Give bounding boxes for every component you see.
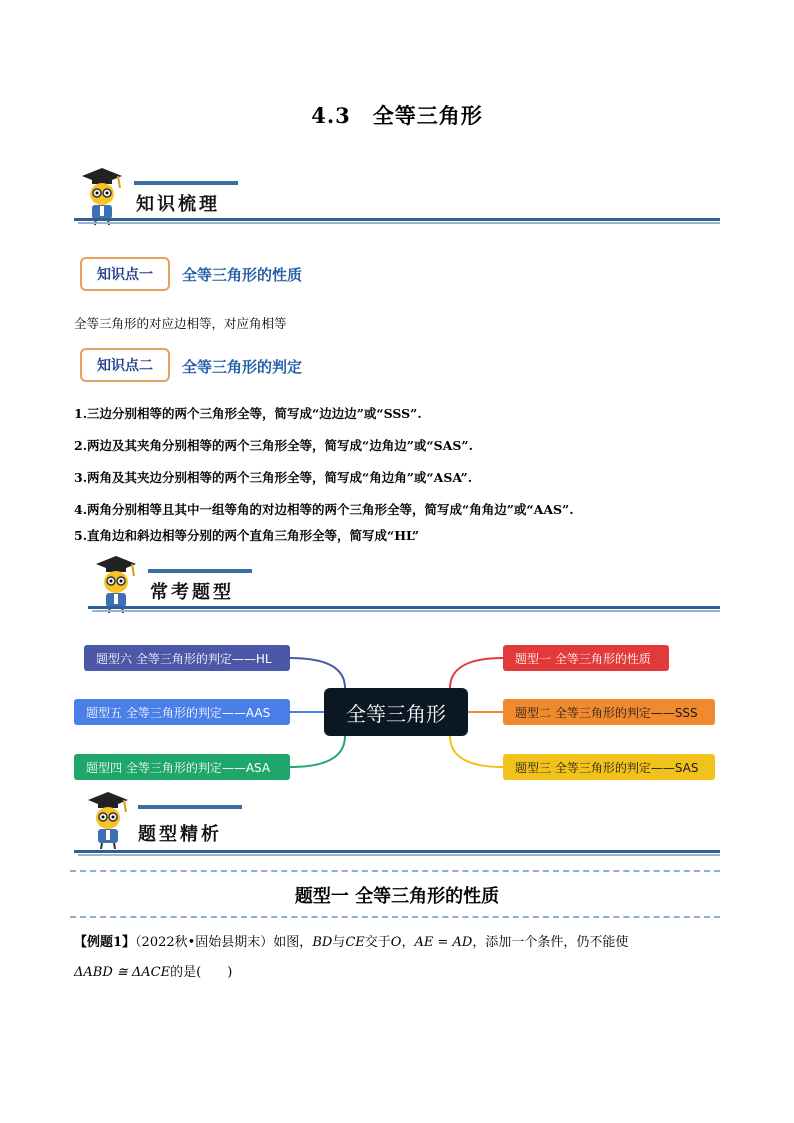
knowledge-point-label-1: 知识点一 bbox=[80, 257, 170, 291]
section-heading: 知识梳理 bbox=[136, 194, 220, 215]
section-heading: 常考题型 bbox=[150, 582, 234, 603]
section-banner-analysis bbox=[74, 792, 720, 862]
knowledge-point-label-2: 知识点二 bbox=[80, 348, 170, 382]
section-banner-common bbox=[74, 556, 720, 626]
example-tag: 【例题1】 bbox=[74, 935, 136, 950]
example-text: 的是( ) bbox=[170, 965, 233, 980]
example-text: 交于 bbox=[364, 935, 391, 950]
math-bd: BD bbox=[312, 935, 333, 950]
rule-item-2: 2.两边及其夹角分别相等的两个三角形全等，简写成“边角边”或“SAS”. bbox=[74, 438, 473, 453]
rule-item-5: 5.直角边和斜边相等分别的两个直角三角形全等，简写成“HL” bbox=[74, 528, 420, 543]
knowledge-point-title-1: 全等三角形的性质 bbox=[182, 266, 303, 284]
mindmap-node-type6: 题型六 全等三角形的判定——HL bbox=[84, 645, 290, 671]
example-text: ，添加一个条件，仍不能使 bbox=[472, 935, 629, 950]
mindmap-node-type1: 题型一 全等三角形的性质 bbox=[503, 645, 669, 671]
mindmap-node-type3: 题型三 全等三角形的判定——SAS bbox=[503, 754, 715, 780]
mindmap-node-type4: 题型四 全等三角形的判定——ASA bbox=[74, 754, 290, 780]
divider-top bbox=[70, 870, 720, 872]
math-ce: CE bbox=[345, 935, 365, 950]
mascot-icon bbox=[84, 792, 130, 850]
knowledge-point-title-2: 全等三角形的判定 bbox=[182, 358, 303, 376]
page-title: 4.3 全等三角形 bbox=[311, 103, 483, 128]
mindmap-node-type2: 题型二 全等三角形的判定——SSS bbox=[503, 699, 715, 725]
math-congruence: ΔABD ≅ ΔACE bbox=[74, 965, 171, 980]
example-text: ， bbox=[401, 935, 415, 950]
rule-item-4: 4.两角分别相等且其中一组等角的对边相等的两个三角形全等，简写成“角角边”或“AAS”. bbox=[74, 502, 574, 517]
mindmap-center: 全等三角形 bbox=[324, 688, 468, 736]
example-source: （2022秋•固始县期末）如图， bbox=[135, 935, 313, 950]
math-o: O bbox=[390, 935, 402, 950]
section-heading: 题型精析 bbox=[138, 824, 222, 845]
property-text: 全等三角形的对应边相等，对应角相等 bbox=[74, 316, 287, 331]
rule-item-1: 1.三边分别相等的两个三角形全等，简写成“边边边”或“SSS”. bbox=[74, 406, 422, 421]
divider-bottom bbox=[70, 916, 720, 918]
rule-item-3: 3.两角及其夹边分别相等的两个三角形全等，简写成“角边角”或“ASA”. bbox=[74, 470, 473, 485]
mindmap-node-type5: 题型五 全等三角形的判定——AAS bbox=[74, 699, 290, 725]
example-text: 与 bbox=[332, 935, 346, 950]
example-problem bbox=[74, 928, 724, 988]
section-banner-knowledge bbox=[74, 168, 720, 238]
type-heading: 题型一 全等三角形的性质 bbox=[294, 886, 500, 907]
math-condition: AE = AD bbox=[414, 935, 473, 950]
